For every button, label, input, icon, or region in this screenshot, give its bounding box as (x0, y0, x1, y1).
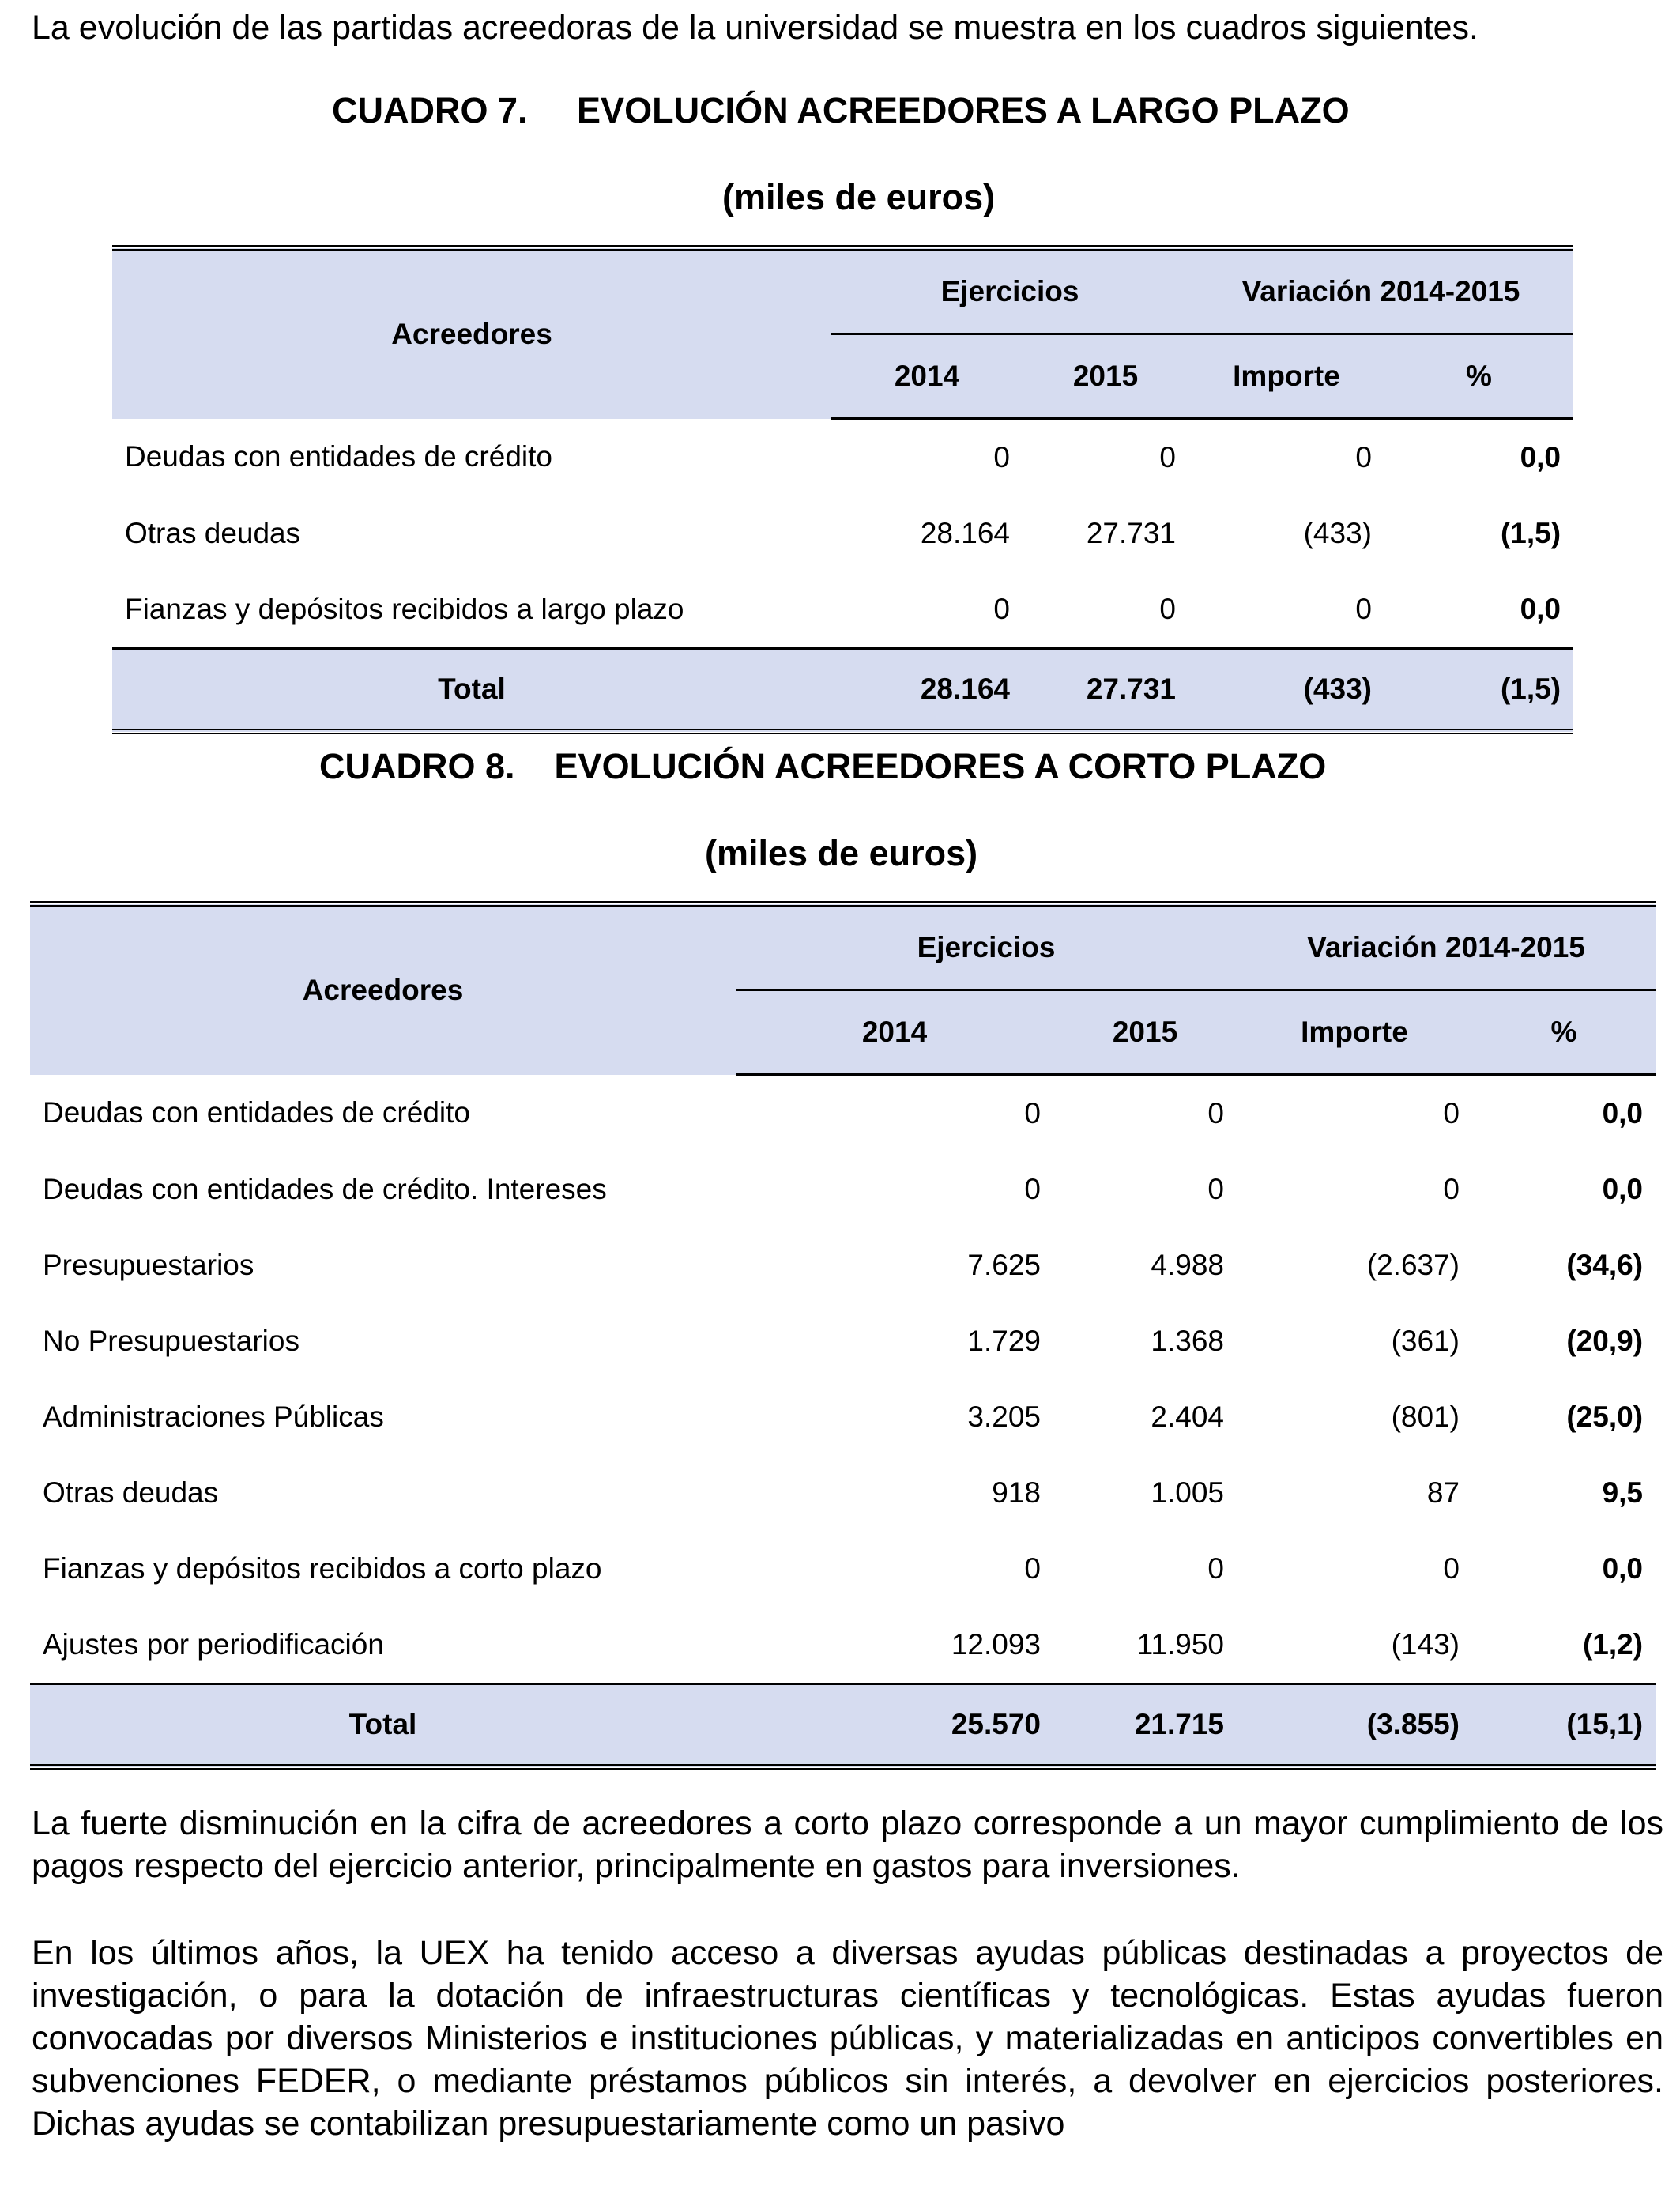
cuadro8-units: (miles de euros) (705, 833, 978, 873)
row-label: No Presupuestarios (43, 1325, 299, 1357)
cuadro7-number: CUADRO 7. (332, 90, 528, 130)
total-2015: 27.731 (1023, 649, 1188, 732)
value-2015: 0 (1207, 1173, 1224, 1205)
value-pct: 0,0 (1520, 441, 1561, 473)
value-2014: 0 (993, 593, 1010, 625)
value-importe: (143) (1391, 1628, 1460, 1661)
row-label: Fianzas y depósitos recibidos a largo plazo (125, 593, 684, 625)
header-2015: 2015 (1023, 334, 1188, 419)
row-label: Otras deudas (43, 1476, 219, 1509)
header-importe: Importe (1237, 990, 1472, 1075)
total-row (112, 649, 1573, 732)
total-row (30, 1684, 1656, 1767)
value-importe: 0 (1443, 1552, 1460, 1585)
value-2015: 1.005 (1151, 1476, 1224, 1509)
paragraph-2: En los últimos años, la UEX ha tenido acceso a diversas ayudas públicas destinadas a proyectos de investigación, o para la dotación de infraestructuras científicas y tecnológicas. Estas ayudas fueron convocadas por diversos Ministerios e instituciones públicas, y materializadas en anticipos convertibles en subvenciones FEDER, o mediante préstamos públicos sin interés, a devolver en ejercicios posteriores. Dichas ayudas se contabilizan presupuestariamente como un pasivo (32, 1934, 1663, 2143)
row-label: Deudas con entidades de crédito (125, 440, 552, 473)
value-importe: 0 (1443, 1173, 1460, 1205)
table-row (30, 1152, 1656, 1227)
value-pct: (20,9) (1566, 1325, 1644, 1357)
value-importe: 0 (1355, 593, 1372, 625)
value-2015: 27.731 (1086, 517, 1176, 549)
cuadro7-title (332, 90, 1350, 131)
total-pct: (1,5) (1384, 649, 1573, 732)
cuadro7-units: (miles de euros) (722, 177, 996, 217)
value-pct: (1,2) (1582, 1628, 1644, 1661)
value-2015: 0 (1207, 1552, 1224, 1585)
table-row (112, 571, 1573, 649)
value-importe: (433) (1303, 517, 1372, 549)
value-pct: 0,0 (1602, 1552, 1644, 1585)
header-2014: 2014 (736, 990, 1053, 1075)
cuadro8-table (30, 901, 1656, 1770)
value-2015: 2.404 (1151, 1400, 1224, 1433)
value-2014: 12.093 (951, 1628, 1041, 1661)
total-2014: 28.164 (831, 649, 1023, 732)
cuadro7-heading: EVOLUCIÓN ACREEDORES A LARGO PLAZO (577, 90, 1350, 130)
table-row (30, 1303, 1656, 1379)
value-2015: 0 (1159, 593, 1176, 625)
cuadro8-title (319, 746, 1326, 787)
header-variacion: Variación 2014-2015 (1237, 904, 1656, 990)
value-importe: (361) (1391, 1325, 1460, 1357)
table-row (30, 1075, 1656, 1152)
table-row (112, 419, 1573, 496)
row-label: Administraciones Públicas (43, 1400, 384, 1433)
paragraph-1: La fuerte disminución en la cifra de acreedores a corto plazo corresponde a un mayor cumplimiento de los pagos respecto del ejercicio anterior, principalmente en gastos para inversiones. (32, 1804, 1663, 1885)
table-row (30, 1531, 1656, 1607)
total-importe: (433) (1188, 649, 1384, 732)
cuadro8-table-wrapper (30, 901, 1656, 1770)
intro-text: La evolución de las partidas acreedoras de la universidad se muestra en los cuadros siguientes. (32, 9, 1478, 47)
total-pct: (15,1) (1472, 1684, 1656, 1767)
header-importe: Importe (1188, 334, 1384, 419)
total-2015: 21.715 (1053, 1684, 1237, 1767)
row-label: Deudas con entidades de crédito. Intereses (43, 1173, 607, 1205)
header-pct: % (1384, 334, 1573, 419)
value-pct: 0,0 (1602, 1097, 1644, 1129)
value-2014: 7.625 (967, 1249, 1041, 1281)
cuadro7-table-wrapper (112, 245, 1573, 734)
row-label: Ajustes por periodificación (43, 1628, 384, 1661)
value-2015: 0 (1207, 1097, 1224, 1129)
header-2014: 2014 (831, 334, 1023, 419)
value-importe: 87 (1426, 1476, 1460, 1509)
table-row (30, 1455, 1656, 1531)
value-2014: 0 (1024, 1552, 1041, 1585)
table-row (30, 1379, 1656, 1455)
row-label: Deudas con entidades de crédito (43, 1096, 470, 1129)
value-pct: 0,0 (1520, 593, 1561, 625)
header-ejercicios: Ejercicios (736, 904, 1237, 990)
cuadro8-number: CUADRO 8. (319, 746, 515, 786)
table-row (112, 496, 1573, 571)
header-acreedores: Acreedores (30, 904, 736, 1075)
value-pct: (25,0) (1566, 1400, 1644, 1433)
cuadro8-heading: EVOLUCIÓN ACREEDORES A CORTO PLAZO (554, 746, 1327, 786)
value-2015: 0 (1159, 441, 1176, 473)
table-row (30, 1227, 1656, 1303)
total-label: Total (30, 1684, 736, 1767)
total-importe: (3.855) (1237, 1684, 1472, 1767)
value-importe: 0 (1355, 441, 1372, 473)
value-2014: 0 (1024, 1173, 1041, 1205)
value-importe: (801) (1391, 1400, 1460, 1433)
value-2015: 1.368 (1151, 1325, 1224, 1357)
total-2014: 25.570 (736, 1684, 1053, 1767)
value-pct: 0,0 (1602, 1173, 1644, 1205)
total-label: Total (112, 649, 831, 732)
header-2015: 2015 (1053, 990, 1237, 1075)
table-row (30, 1607, 1656, 1684)
value-2015: 11.950 (1136, 1628, 1224, 1661)
row-label: Presupuestarios (43, 1249, 254, 1281)
header-acreedores: Acreedores (112, 248, 831, 419)
value-importe: (2.637) (1366, 1249, 1460, 1281)
value-2014: 3.205 (967, 1400, 1041, 1433)
value-2015: 4.988 (1151, 1249, 1224, 1281)
row-label: Otras deudas (125, 517, 301, 549)
value-2014: 0 (1024, 1097, 1041, 1129)
header-ejercicios: Ejercicios (831, 248, 1188, 334)
value-2014: 28.164 (920, 517, 1010, 549)
value-2014: 1.729 (967, 1325, 1041, 1357)
value-pct: 9,5 (1602, 1476, 1644, 1509)
header-pct: % (1472, 990, 1656, 1075)
header-variacion: Variación 2014-2015 (1188, 248, 1573, 334)
cuadro7-table (112, 245, 1573, 734)
value-importe: 0 (1443, 1097, 1460, 1129)
value-pct: (34,6) (1566, 1249, 1644, 1281)
row-label: Fianzas y depósitos recibidos a corto plazo (43, 1552, 602, 1585)
value-2014: 918 (992, 1476, 1041, 1509)
value-2014: 0 (993, 441, 1010, 473)
value-pct: (1,5) (1500, 517, 1561, 549)
